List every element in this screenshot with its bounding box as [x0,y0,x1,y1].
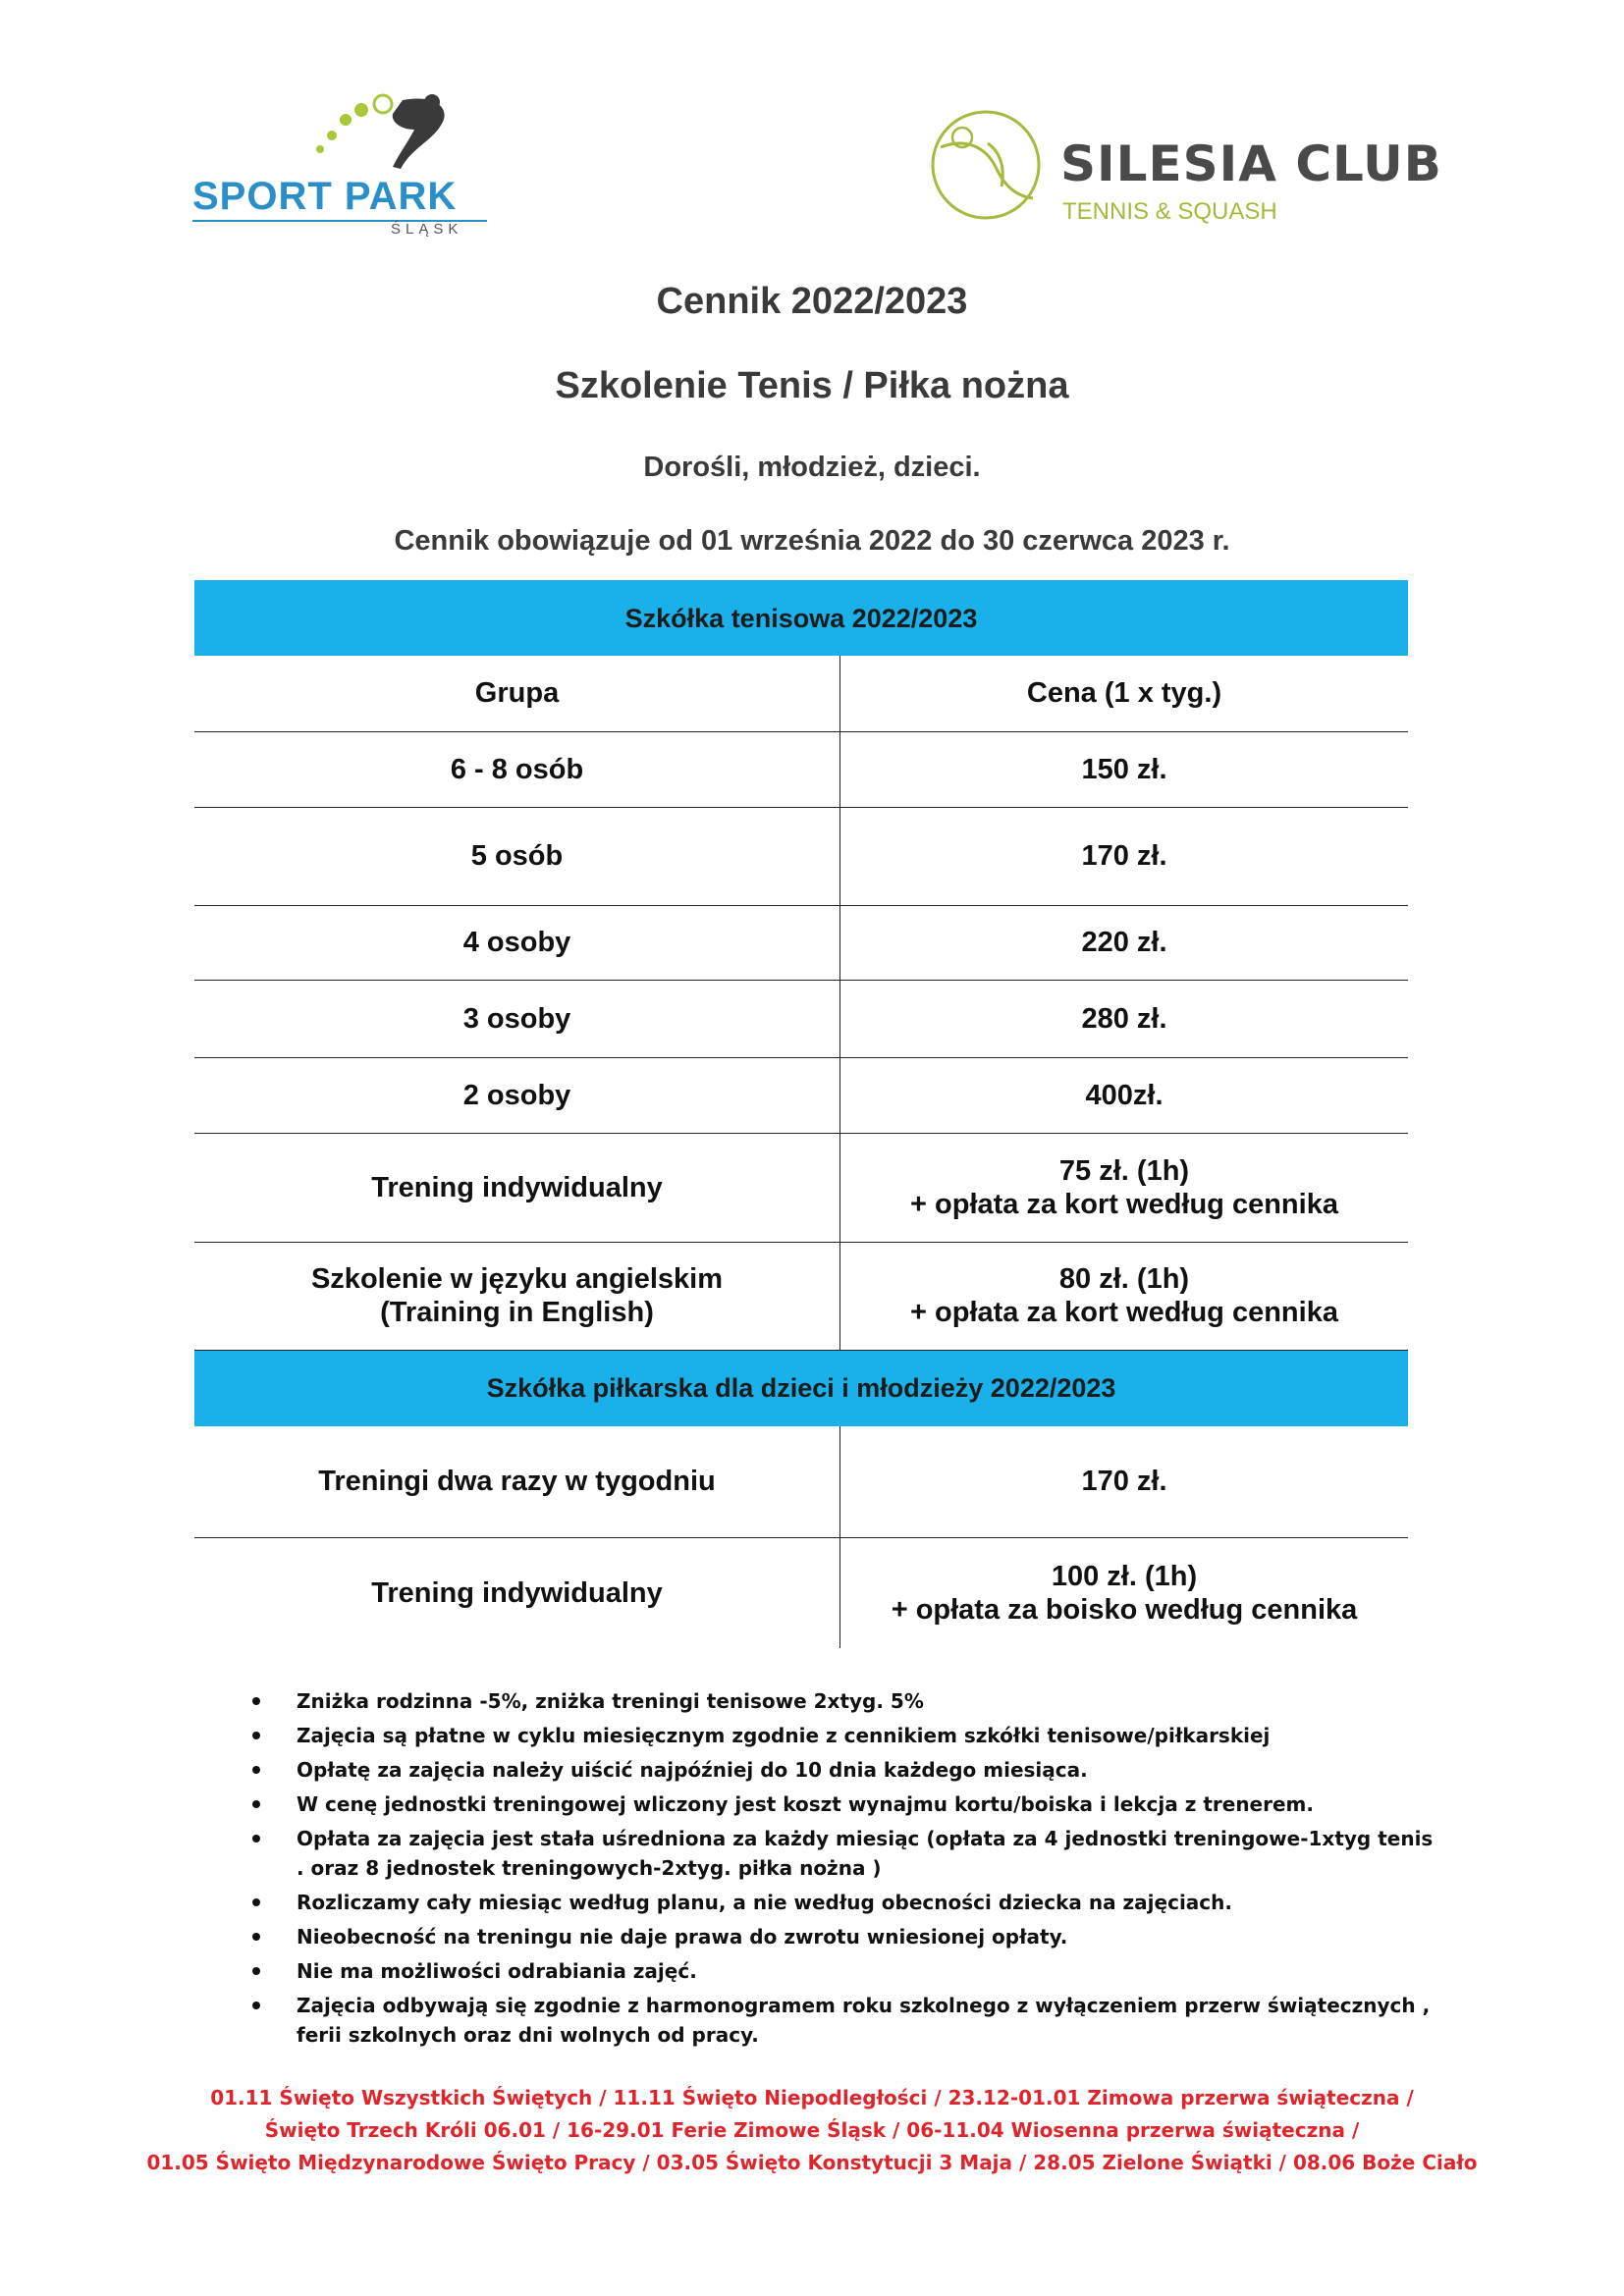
table-row [194,807,1408,905]
price-note: + opłata za boisko według cennika [891,1593,1358,1626]
holidays-line: 01.05 Święto Międzynarodowe Święto Pracy / 03.05 Święto Konstytucji 3 Maja / 28.05 Zielone Świątki / 08.06 Boże Ciało [146,2151,1478,2174]
group-cell [194,1242,840,1350]
price-cell [840,1538,1409,1648]
page-title: Cennik 2022/2023 [656,281,968,322]
group-value: Szkolenie w języku angielskim [310,1263,724,1295]
silesia-club-logo [923,100,1442,230]
group-cell: 2 osoby [194,1057,840,1133]
price-cell [840,1133,1409,1242]
price-value: 100 zł. (1h) [1051,1560,1198,1592]
price-note: + opłata za kort według cennika [910,1188,1338,1220]
price-cell: 150 zł. [840,731,1409,807]
football-band-row [194,1350,1408,1426]
page-subtitle: Szkolenie Tenis / Piłka nożna [555,365,1069,406]
column-header-price: Cena (1 x tyg.) [840,656,1409,731]
silesia-club-name: SILESIA CLUB [1060,135,1442,192]
price-cell [840,1242,1409,1350]
table-header-row [194,656,1408,731]
list-item: Nieobecność na treningu nie daje prawa do zwrotu wniesionej opłaty. [247,1922,1445,1951]
price-value: 75 zł. (1h) [1058,1154,1190,1187]
price-table [194,580,1408,1648]
group-cell: 3 osoby [194,980,840,1057]
tennis-band-row [194,580,1408,656]
tennis-band-title: Szkółka tenisowa 2022/2023 [194,580,1408,656]
tennis-player-icon [285,90,471,184]
list-item: Zajęcia są płatne w cyklu miesięcznym zgodnie z cennikiem szkółki tenisowe/piłkarskiej [247,1721,1445,1750]
table-row [194,905,1408,980]
price-cell: 170 zł. [840,1426,1409,1538]
list-item: Nie ma możliwości odrabiania zajęć. [247,1956,1445,1986]
sport-park-logo [187,90,501,242]
holidays-line: Święto Trzech Króli 06.01 / 16-29.01 Ferie Zimowe Śląsk / 06-11.04 Wiosenna przerwa świąteczna / [264,2118,1360,2142]
price-value: 80 zł. (1h) [1058,1263,1190,1295]
table-row [194,731,1408,807]
group-cell: 6 - 8 osób [194,731,840,807]
list-item: Zajęcia odbywają się zgodnie z harmonogramem roku szkolnego z wyłączeniem przerw świątecznych , ferii szkolnych oraz dni wolnych od pracy. [247,1991,1445,2050]
football-band-title: Szkółka piłkarska dla dzieci i młodzieży 2022/2023 [194,1350,1408,1426]
table-row [194,1426,1408,1538]
group-cell: 5 osób [194,807,840,905]
list-item: Zniżka rodzinna -5%, zniżka treningi tenisowe 2xtyg. 5% [247,1686,1445,1716]
list-item: Rozliczamy cały miesiąc według planu, a nie według obecności dziecka na zajęciach. [247,1888,1445,1917]
group-cell: Treningi dwa razy w tygodniu [194,1426,840,1538]
silesia-club-sub: TENNIS & SQUASH [1062,198,1277,225]
column-header-group: Grupa [194,656,840,731]
audience-line: Dorośli, młodzież, dzieci. [643,452,981,483]
group-cell: Trening indywidualny [194,1538,840,1648]
table-row [194,980,1408,1057]
sport-park-sub: ŚLĄSK [391,221,463,238]
list-item: Opłata za zajęcia jest stała uśredniona za każdy miesiąc (opłata za 4 jednostki treningowe-1xtyg tenis . oraz 8 jednostek treningowych-2xtyg. piłka nożna ) [247,1824,1445,1883]
table-row [194,1242,1408,1350]
validity-line: Cennik obowiązuje od 01 września 2022 do 30 czerwca 2023 r. [394,525,1230,557]
price-cell: 170 zł. [840,807,1409,905]
price-note: + opłata za kort według cennika [910,1297,1338,1328]
table-row [194,1057,1408,1133]
list-item: W cenę jednostki treningowej wliczony jest koszt wynajmu kortu/boiska i lekcja z trenerem. [247,1789,1445,1819]
price-cell: 400zł. [840,1057,1409,1133]
notes-list [247,1686,1445,2055]
price-cell: 220 zł. [840,905,1409,980]
holidays-line: 01.11 Święto Wszystkich Świętych / 11.11 Święto Niepodległości / 23.12-01.01 Zimowa przerwa świąteczna / [210,2086,1414,2109]
table-row [194,1538,1408,1648]
holidays-block [128,2082,1496,2179]
price-cell: 280 zł. [840,980,1409,1057]
tennis-ball-player-icon [927,108,1047,224]
list-item: Opłatę za zajęcia należy uiścić najpóźniej do 10 dnia każdego miesiąca. [247,1755,1445,1785]
group-note: (Training in English) [380,1297,654,1328]
group-cell: 4 osoby [194,905,840,980]
group-cell: Trening indywidualny [194,1133,840,1242]
table-row [194,1133,1408,1242]
sport-park-name: SPORT PARK [192,175,458,218]
